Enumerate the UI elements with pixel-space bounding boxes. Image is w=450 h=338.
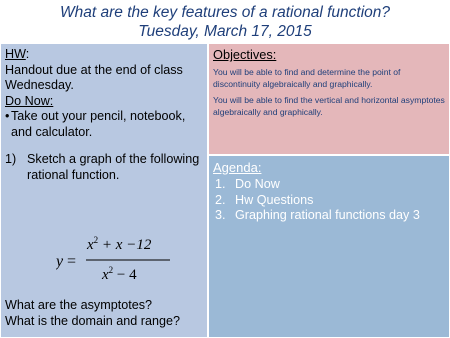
questions [5, 298, 180, 329]
agenda-panel [208, 155, 450, 338]
objective-1: You will be able to find and determine the point of discontinuity algebraically and graphically. [213, 67, 401, 89]
hw-colon: : [25, 47, 30, 61]
task-text: Sketch a graph of the following rational function. [27, 152, 200, 182]
slide-title [0, 0, 450, 42]
agenda-list [213, 177, 445, 224]
agenda-item [213, 193, 445, 209]
homework-do-now-panel [0, 43, 208, 338]
agenda-item-text: Hw Questions [235, 192, 314, 207]
formula-equals: = [67, 253, 77, 270]
task-item [5, 152, 203, 183]
formula-denominator: $x^2 - 4$ [102, 265, 137, 283]
objectives-heading: Objectives: [213, 47, 277, 62]
hw-text: Handout due at the end of class Wednesday. [5, 62, 183, 92]
formula-numerator: $x^2 + x -12$ [87, 235, 152, 253]
do-now-bullet-text: Take out your pencil, notebook, and calculator. [11, 109, 186, 139]
title-line-date: Tuesday, March 17, 2015 [138, 23, 312, 40]
objective-2: You will be able to find the vertical and horizontal asymptotes algebraically and graphically. [213, 95, 445, 117]
agenda-item-text: Graphing rational functions day 3 [235, 208, 420, 222]
hw-label: HW [5, 47, 26, 61]
question-domain-range: What is the domain and range? [5, 313, 181, 328]
title-line-question: What are the key features of a rational function? [60, 4, 390, 21]
agenda-item-text: Do Now [235, 177, 280, 191]
agenda-heading: Agenda: [213, 160, 262, 175]
do-now-bullet [5, 109, 203, 140]
task-number: 1) [5, 152, 17, 166]
objectives-panel [208, 43, 450, 155]
do-now-label: Do Now: [5, 93, 54, 108]
agenda-item [213, 208, 445, 224]
formula-lhs: y [56, 253, 64, 270]
bullet-icon: • [5, 109, 10, 123]
question-asymptotes: What are the asymptotes? [5, 298, 152, 312]
rational-function-formula [56, 229, 176, 289]
agenda-item-number: 3. [215, 208, 226, 222]
agenda-item [213, 177, 445, 193]
homework-section [5, 47, 203, 183]
agenda-item-number: 2. [215, 192, 226, 207]
agenda-item-number: 1. [215, 177, 226, 191]
